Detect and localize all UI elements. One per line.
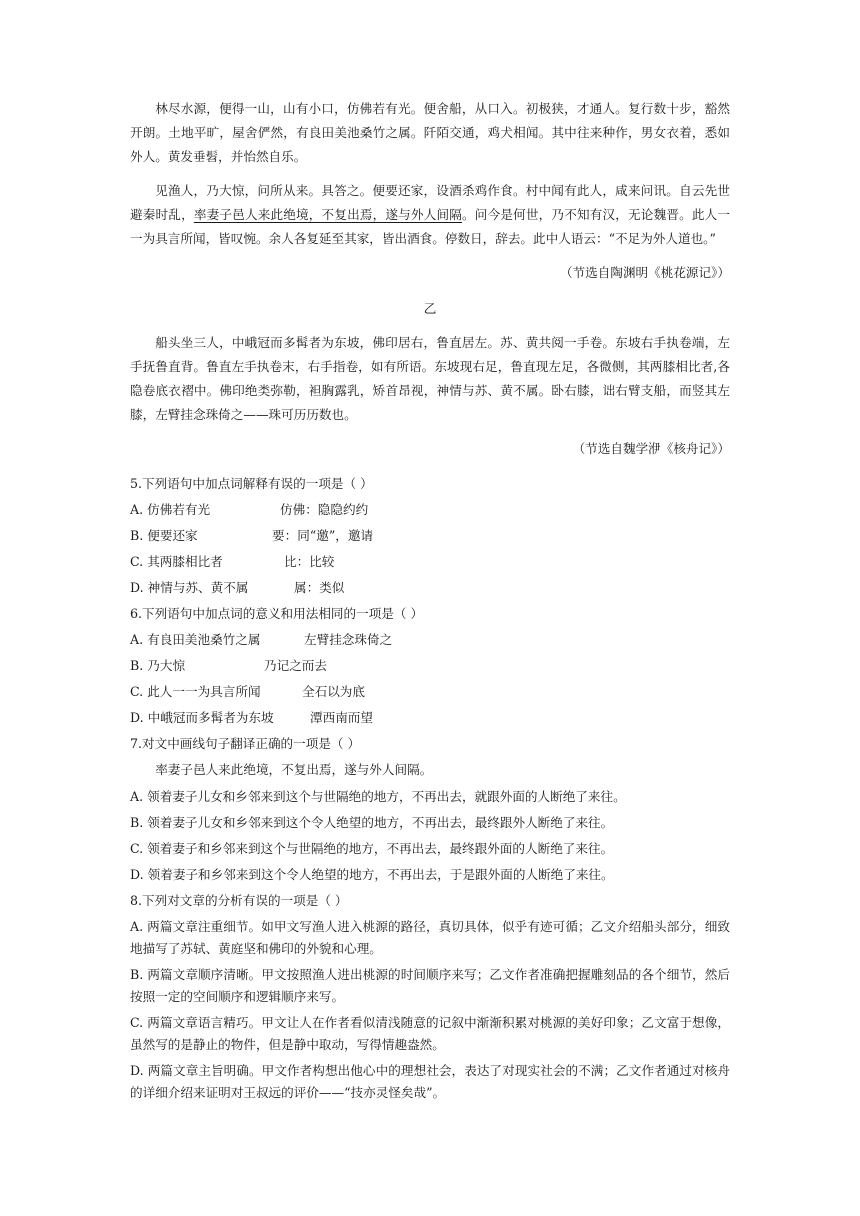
underlined-sentence: 率妻子邑人来此绝境，不复出焉，遂与外人间隔 [193, 207, 463, 222]
passage-a-paragraph-2 [130, 179, 730, 251]
option-text: D. 中峨冠而多髯者为东坡 [130, 710, 274, 725]
question-7-option-b: B. 领着妻子儿女和乡邻来到这个令人绝望的地方，不再出去，最终跟外人断绝了来往。 [130, 815, 614, 830]
document-content [130, 97, 730, 1108]
question-6-option-b [130, 655, 730, 676]
option-text: B. 乃大惊 [130, 658, 186, 673]
question-6-option-c [130, 681, 730, 702]
question-6-option-a [130, 629, 730, 650]
option-compare: 左臂挂念珠倚之 [304, 632, 393, 647]
passage-b-heading: 乙 [423, 301, 437, 316]
question-5-stem: 5.下列语句中加点词解释有误的一项是（ ） [130, 476, 373, 491]
question-6-option-d [130, 707, 730, 728]
question-5-option-c [130, 551, 730, 572]
option-gloss: 属：类似 [294, 580, 345, 595]
option-gloss: 仿佛：隐隐约约 [280, 502, 369, 517]
question-8-option-a: A. 两篇文章注重细节。如甲文写渔人进入桃源的路径，真切具体，似乎有迹可循；乙文介绍船头部分，细致地描写了苏轼、黄庭坚和佛印的外貌和心理。 [130, 919, 730, 956]
option-text: C. 其两膝相比者 [130, 554, 223, 569]
question-5-option-a [130, 499, 730, 520]
option-text: A. 仿佛若有光 [130, 502, 211, 517]
question-8-option-d: D. 两篇文章主旨明确。甲文作者构想出他心中的理想社会，表达了对现实社会的不满；乙文作者通过对核舟的详细介绍来证明对王叔远的评价——“技亦灵怪矣哉”。 [130, 1063, 730, 1100]
option-gloss: 比：比较 [284, 554, 335, 569]
question-7-stem: 7.对文中画线句子翻译正确的一项是（ ） [130, 736, 361, 751]
option-text: D. 神情与苏、黄不属 [130, 580, 249, 595]
option-compare: 乃记之而去 [264, 658, 327, 673]
option-text: B. 便要还家 [130, 528, 198, 543]
question-5-option-d [130, 577, 730, 598]
option-compare: 潭西南而望 [310, 710, 373, 725]
passage-a-p2-after: 。问今是何世，乃不知有汉，无论魏晋。此人一一为具言所闻，皆叹惋。余人各复延至其家，皆出酒食。停数日，辞去。此中人语云：“不足为外人道也。” [130, 207, 731, 246]
passage-b-source: （节选自魏学洢《核舟记》） [572, 441, 730, 456]
question-7-option-d: D. 领着妻子和乡邻来到这个令人绝望的地方，不再出去，于是跟外面的人断绝了来往。 [130, 867, 614, 882]
question-7-option-c: C. 领着妻子和乡邻来到这个与世隔绝的地方，不再出去，最终跟外面的人断绝了来往。 [130, 841, 614, 856]
question-8-option-b: B. 两篇文章顺序清晰。甲文按照渔人进出桃源的时间顺序来写；乙文作者准确把握雕刻品的各个细节，然后按照一定的空间顺序和逻辑顺序来写。 [130, 967, 730, 1004]
option-gloss: 要：同“邀”，邀请 [272, 528, 374, 543]
question-7-sentence: 率妻子邑人来此绝境，不复出焉，遂与外人间隔。 [155, 762, 433, 777]
option-text: A. 有良田美池桑竹之属 [130, 632, 261, 647]
question-8-stem: 8.下列对文章的分析有误的一项是（ ） [130, 893, 348, 908]
option-compare: 全石以为底 [302, 684, 365, 699]
question-8-option-c: C. 两篇文章语言精巧。甲文让人在作者看似清浅随意的记叙中渐渐积累对桃源的美好印象；乙文富于想像，虽然写的是静止的物件，但是静中取动，写得情趣盎然。 [130, 1015, 730, 1052]
question-7-option-a: A. 领着妻子儿女和乡邻来到这个与世隔绝的地方，不再出去，就跟外面的人断绝了来往。 [130, 789, 626, 804]
passage-b-paragraph-1: 船头坐三人，中峨冠而多髯者为东坡，佛印居右，鲁直居左。苏、黄共阅一手卷。东坡右手执卷端，左手抚鲁直背。鲁直左手执卷末，右手指卷，如有所语。东坡现右足，鲁直现左足，各微侧，其两膝相比者,各隐卷底衣褶中。佛印绝类弥勒，袒胸露乳，矫首昂视，神情与苏、黄不属。卧右膝，诎右臂支船，而竖其左膝，左臂挂念珠倚之——珠可历历数也。 [130, 335, 730, 422]
question-5-option-b [130, 525, 730, 546]
passage-a-source: （节选自陶渊明《桃花源记》） [559, 265, 730, 280]
question-6-stem: 6.下列语句中加点词的意义和用法相同的一项是（ ） [130, 606, 424, 621]
passage-a-paragraph-1: 林尽水源，便得一山，山有小口，仿佛若有光。便舍船，从口入。初极狭，才通人。复行数十步，豁然开朗。土地平旷，屋舍俨然，有良田美池桑竹之属。阡陌交通，鸡犬相闻。其中往来种作，男女衣着，悉如外人。黄发垂髫，并怡然自乐。 [130, 101, 730, 164]
passage-a-p2-before: 见渔人，乃大惊，问所从来。具答之。便要还家，设酒杀鸡作食。村中闻有此人，咸来问讯。自云先世避秦时乱， [130, 183, 730, 222]
option-text: C. 此人一一为具言所闻 [130, 684, 261, 699]
